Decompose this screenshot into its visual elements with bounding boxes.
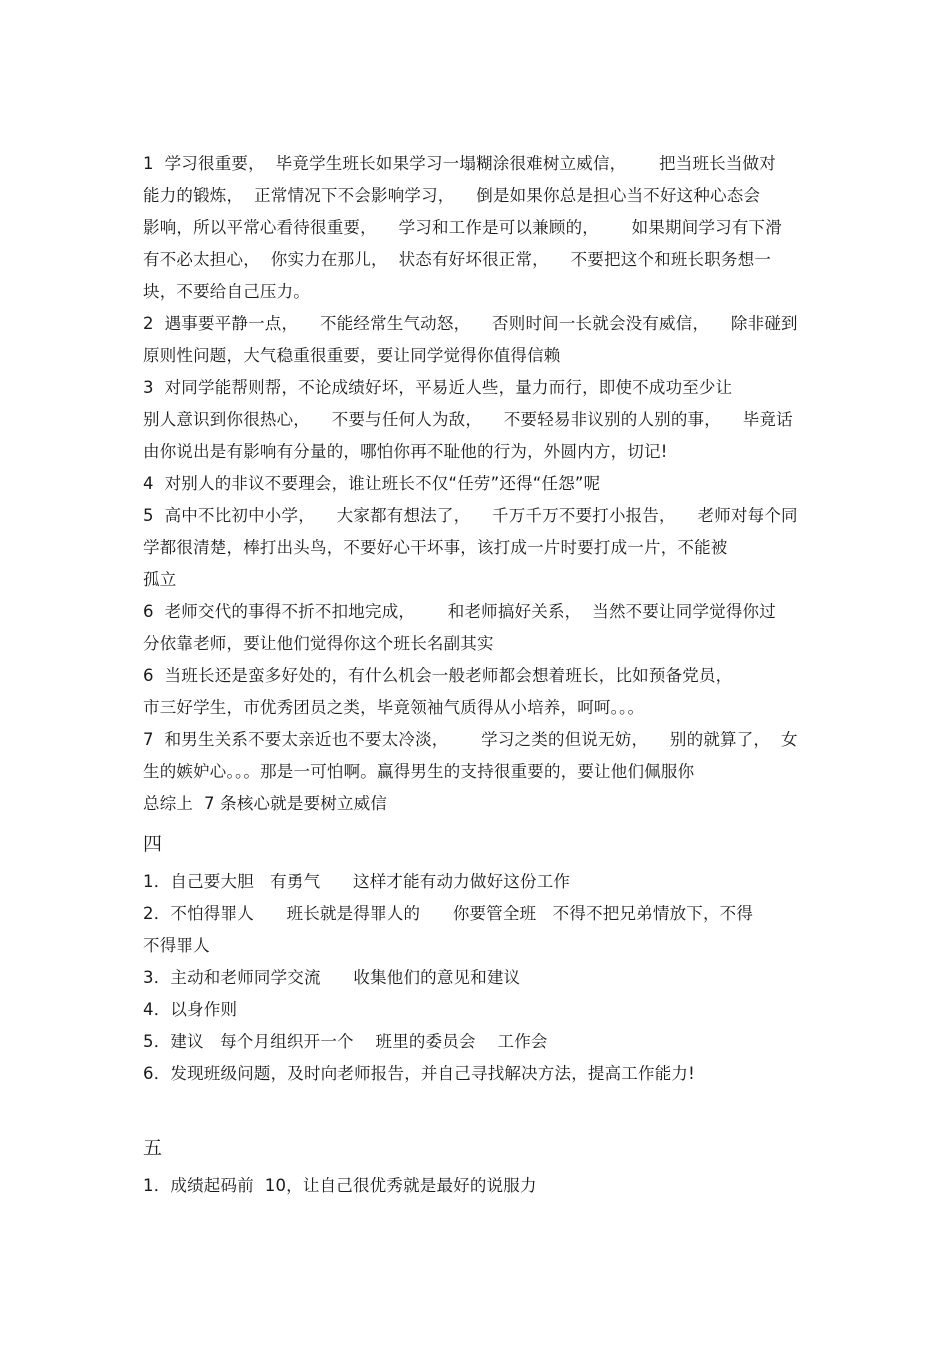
paragraph-line: 有不必太担心， 你实力在那儿， 状态有好坏很正常， 不要把这个和班长职务想一 bbox=[143, 250, 772, 269]
list-item: 5．建议 每个月组织开一个 班里的委员会 工作会 bbox=[143, 1032, 548, 1051]
paragraph-line: 块，不要给自己压力。 bbox=[143, 282, 310, 301]
summary-line: 总综上 7 条核心就是要树立威信 bbox=[143, 794, 388, 813]
paragraph-line: 能力的锻炼， 正常情况下不会影响学习， 倒是如果你总是担心当不好这种心态会 bbox=[143, 186, 761, 205]
list-item: 1．自己要大胆 有勇气 这样才能有动力做好这份工作 bbox=[143, 872, 571, 891]
list-item: 4．以身作则 bbox=[143, 1000, 238, 1019]
paragraph-line: 由你说出是有影响有分量的，哪怕你再不耻他的行为，外圆内方，切记! bbox=[143, 442, 668, 461]
list-item: 2．不怕得罪人 班长就是得罪人的 你要管全班 不得不把兄弟情放下，不得 bbox=[143, 904, 754, 923]
paragraph-line: 7 和男生关系不要太亲近也不要太冷淡， 学习之类的但说无妨， 别的就算了， 女 bbox=[143, 730, 798, 749]
paragraph-line: 影响，所以平常心看待很重要， 学习和工作是可以兼顾的， 如果期间学习有下滑 bbox=[143, 218, 782, 237]
list-item: 6．发现班级问题，及时向老师报告，并自己寻找解决方法，提高工作能力! bbox=[143, 1064, 695, 1083]
section-spacer bbox=[143, 1090, 808, 1124]
paragraph-line: 1 学习很重要， 毕竟学生班长如果学习一塌糊涂很难树立威信， 把当班长当做对 bbox=[143, 154, 776, 173]
paragraph-line: 分依靠老师，要让他们觉得你这个班长名副其实 bbox=[143, 634, 494, 653]
list-item: 不得罪人 bbox=[143, 936, 210, 955]
paragraph-line: 6 老师交代的事得不折不扣地完成， 和老师搞好关系， 当然不要让同学觉得你过 bbox=[143, 602, 776, 621]
section-five bbox=[143, 1132, 808, 1202]
paragraph-line: 5 高中不比初中小学， 大家都有想法了， 千万千万不要打小报告， 老师对每个同 bbox=[143, 506, 798, 525]
paragraph-line: 6 当班长还是蛮多好处的，有什么机会一般老师都会想着班长，比如预备党员， bbox=[143, 666, 733, 685]
list-item: 1．成绩起码前 10，让自己很优秀就是最好的说服力 bbox=[143, 1176, 537, 1195]
document-body bbox=[143, 148, 808, 1202]
section-three bbox=[143, 148, 808, 820]
section-heading-four: 四 bbox=[143, 833, 163, 855]
section-four bbox=[143, 828, 808, 1090]
paragraph-line: 别人意识到你很热心， 不要与任何人为敌， 不要轻易非议别的人别的事， 毕竟话 bbox=[143, 410, 793, 429]
list-item: 3．主动和老师同学交流 收集他们的意见和建议 bbox=[143, 968, 521, 987]
paragraph-line: 市三好学生，市优秀团员之类，毕竟领袖气质得从小培养，呵呵。。。 bbox=[143, 698, 645, 717]
paragraph-line: 2 遇事要平静一点， 不能经常生气动怒， 否则时间一长就会没有威信， 除非碰到 bbox=[143, 314, 798, 333]
section-heading-five: 五 bbox=[143, 1137, 163, 1159]
paragraph-line: 生的嫉妒心。。。那是一可怕啊。赢得男生的支持很重要的，要让他们佩服你 bbox=[143, 762, 695, 781]
paragraph-line: 孤立 bbox=[143, 570, 177, 589]
paragraph-line: 原则性问题，大气稳重很重要，要让同学觉得你值得信赖 bbox=[143, 346, 561, 365]
paragraph-line: 3 对同学能帮则帮，不论成绩好坏，平易近人些，量力而行，即使不成功至少让 bbox=[143, 378, 733, 397]
paragraph-line: 学都很清楚，棒打出头鸟，不要好心干坏事，该打成一片时要打成一片，不能被 bbox=[143, 538, 728, 557]
paragraph-line: 4 对别人的非议不要理会，谁让班长不仅“任劳”还得“任怨”呢 bbox=[143, 474, 601, 493]
